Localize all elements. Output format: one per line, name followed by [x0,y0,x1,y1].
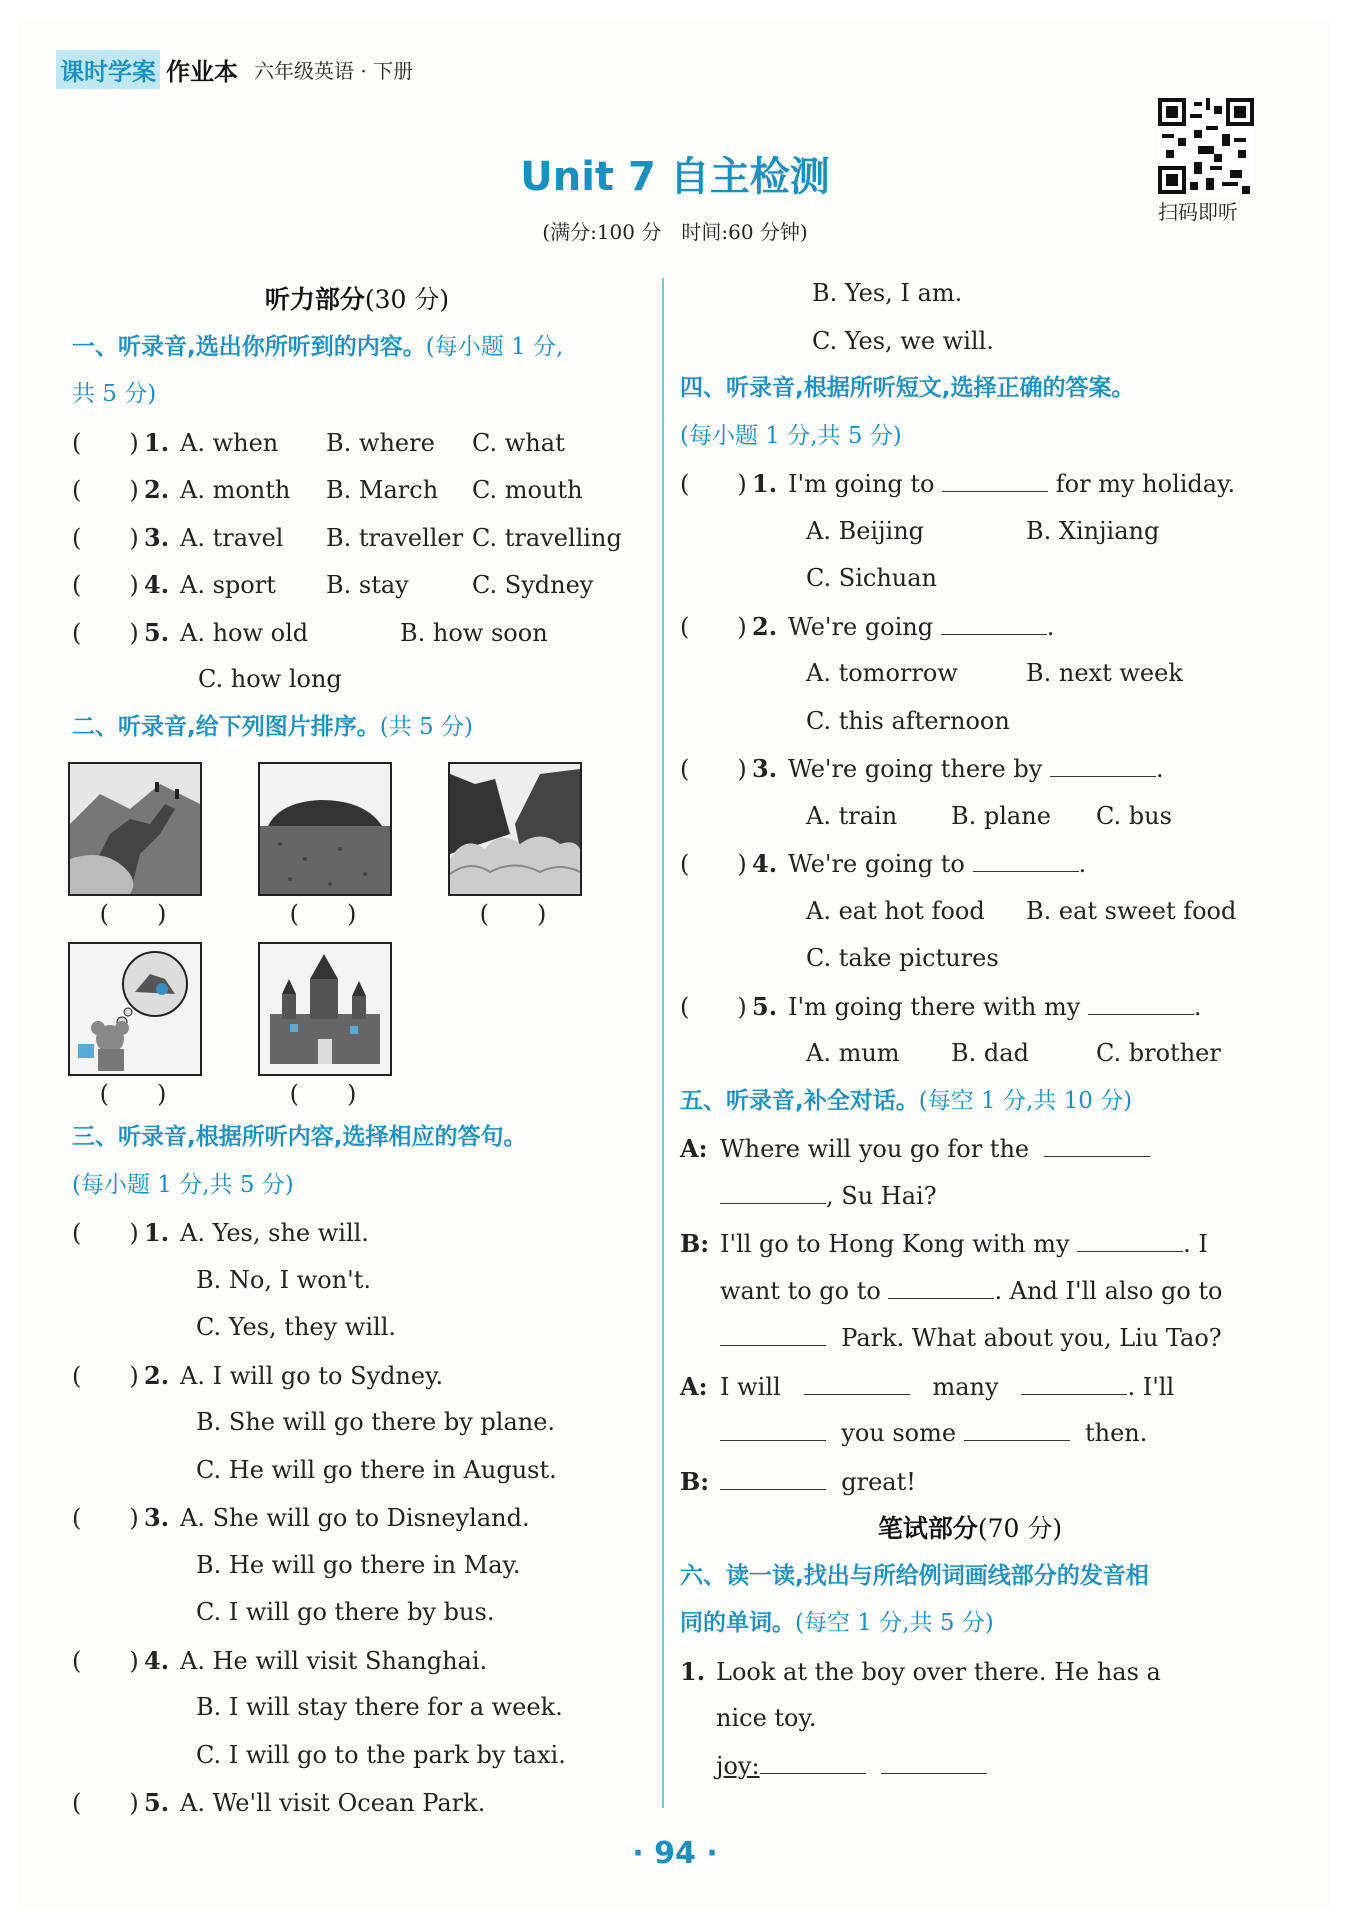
dialog-text: I will [720,1372,781,1401]
section-note: (每小题 1 分,共 5 分) [72,1171,294,1198]
section-3-note [72,1162,642,1210]
answer-blank[interactable] [720,1315,826,1346]
section-note: (每空 1 分,共 5 分) [795,1610,994,1636]
answer-blank[interactable] [1021,1364,1127,1395]
question-row [72,466,642,514]
section-4-title [680,365,1260,413]
dialog-line [680,1125,1260,1173]
question-row-cont [680,1695,1260,1743]
option-b: B. Xinjiang [1026,516,1160,545]
answer-paren[interactable]: ( ) [72,428,139,457]
answer-blank[interactable] [720,1173,826,1204]
dialog-text: then. [1085,1419,1148,1447]
picture-answer-paren[interactable]: ( ) [99,1080,167,1108]
dialog-line [680,1458,1260,1506]
dialog-text: great! [841,1467,916,1496]
right-column [680,270,1260,1790]
option-a: A. I will go to Sydney. [180,1361,444,1390]
koala-thinking-picture [68,942,202,1076]
section-6-title-cont [680,1600,1260,1648]
answer-blank[interactable] [1044,1126,1150,1157]
section-1-note-cont [72,371,642,419]
dialog-line [680,1220,1260,1268]
option-c: C. travelling [472,523,622,552]
answer-line [680,1743,1260,1791]
option-c: C. He will go there in August. [196,1455,557,1484]
answer-blank[interactable] [1050,746,1156,777]
question-row [72,1352,642,1400]
question-row [680,460,1260,508]
question-stem-end: . [1193,992,1202,1021]
left-column [72,276,642,751]
option-a: A. how old [180,618,309,647]
answer-blank[interactable] [973,841,1079,872]
section-1-title [72,324,642,372]
answer-blank[interactable] [888,1268,994,1299]
answer-paren[interactable]: ( ) [72,1219,139,1247]
mountains-picture [448,762,582,896]
speaker-label: A: [680,1371,708,1401]
answer-paren[interactable]: ( ) [680,612,747,641]
question-number: 4. [144,1645,170,1675]
question-row [72,514,642,562]
question-row [72,1779,642,1827]
question-number: 2. [752,611,778,641]
question-number: 1. [680,1656,706,1686]
option-row [680,650,1260,698]
castle-picture [258,942,392,1076]
section-6-title [680,1553,1260,1601]
answer-blank[interactable] [1088,984,1194,1015]
part-label: 听力部分 [264,285,365,314]
option-row [680,555,1260,603]
section-note: (每小题 1 分,共 5 分) [680,422,902,449]
option-a: A. travel [180,523,284,552]
answer-paren[interactable]: ( ) [72,1789,139,1817]
option-row [72,1257,642,1305]
question-row [680,745,1260,793]
option-c: C. this afternoon [806,706,1010,735]
section-note: (每空 1 分,共 10 分) [918,1087,1133,1114]
answer-blank[interactable] [804,1364,910,1395]
option-b: B. He will go there in May. [196,1550,521,1579]
dialog-line [680,1315,1260,1363]
option-row [680,698,1260,746]
question-number: 5. [144,1788,170,1817]
dialog-line [680,1410,1260,1458]
question-row [680,1648,1260,1696]
option-c: C. Yes, we will. [812,326,994,355]
option-row [72,1589,642,1637]
question-number: 2. [144,475,170,504]
question-number: 5. [144,617,170,647]
option-row [72,1684,642,1732]
option-b: B. March [326,476,439,504]
part-points: (30 分) [364,285,450,314]
option-a: A. when [180,428,279,457]
score-time-line: (满分:100 分 时间:60 分钟) [542,220,808,244]
option-row [680,1030,1260,1078]
question-stem-end: . [1155,755,1164,783]
option-c: C. I will go there by bus. [196,1598,495,1626]
section-title: 一、听录音,选出你所听到的内容。 [72,333,426,360]
writing-part-heading [680,1505,1260,1553]
picture-grid [68,762,588,1108]
dialog-line [680,1173,1260,1221]
part-points: (70 分) [977,1514,1063,1543]
question-stem-end: for my holiday. [1055,470,1236,498]
example-word: joy: [716,1751,760,1780]
question-row [680,840,1260,888]
option-row [72,1447,642,1495]
option-b: B. She will go there by plane. [196,1408,556,1436]
answer-blank[interactable] [720,1410,826,1441]
option-a: A. Beijing [806,516,925,545]
section-title: 三、听录音,根据所听内容,选择相应的答句。 [72,1124,527,1150]
section-title: 五、听录音,补全对话。 [680,1087,919,1114]
option-row [72,1304,642,1352]
question-stem-end: . [1078,850,1087,878]
answer-paren[interactable]: ( ) [680,470,747,498]
section-2-title [72,704,642,752]
option-a: A. He will visit Shanghai. [180,1646,488,1675]
dialog-text: I'll go to Hong Kong with my [720,1230,1070,1258]
question-stem-end: . [1046,612,1055,641]
section-3-title [72,1114,642,1162]
listening-part-heading [72,276,642,324]
option-a: A. sport [180,571,276,599]
option-c: C. how long [198,665,342,693]
dialog-text: . And I'll also go to [994,1276,1223,1305]
question-number: 4. [752,849,778,878]
answer-blank[interactable] [760,1743,866,1774]
speaker-label: B: [680,1229,710,1258]
question-row-cont [72,656,642,704]
column-divider [662,278,664,1808]
picture-answer-paren[interactable]: ( ) [99,900,167,928]
question-number: 3. [144,522,170,552]
option-a: A. tomorrow [806,659,958,687]
option-a: A. eat hot food [806,896,985,925]
question-number: 1. [144,1218,170,1247]
question-number: 5. [752,991,778,1021]
book-subtitle: 六年级英语 · 下册 [254,59,414,83]
question-row [72,419,642,467]
option-c: C. I will go to the park by taxi. [196,1740,566,1769]
option-b: B. eat sweet food [1026,896,1237,925]
question-text: nice toy. [716,1704,817,1732]
option-row [72,1732,642,1780]
dialog-text: you some [841,1419,957,1447]
option-b: B. traveller [326,523,464,552]
question-number: 3. [752,754,778,783]
left-column-lower [72,1114,642,1827]
part-label: 笔试部分 [877,1514,978,1543]
option-a: A. Yes, she will. [180,1219,369,1247]
section-note: (每小题 1 分, [425,333,564,360]
option-b: B. dad [951,1039,1029,1067]
option-c: C. what [472,428,565,457]
option-b: B. I will stay there for a week. [196,1693,563,1721]
answer-paren[interactable]: ( ) [680,992,747,1021]
option-c: C. bus [1096,801,1172,830]
question-row [72,1637,642,1685]
option-b: B. next week [1026,659,1183,687]
dialog-text: Where will you go for the [720,1135,1030,1163]
option-b: B. No, I won't. [196,1265,372,1294]
answer-paren[interactable]: ( ) [72,1504,139,1532]
option-row [680,270,1260,318]
answer-paren[interactable]: ( ) [72,1646,139,1675]
dialog-line [680,1363,1260,1411]
option-b: B. plane [951,801,1051,830]
option-row [680,935,1260,983]
option-row [680,318,1260,366]
question-row [680,603,1260,651]
section-title: 二、听录音,给下列图片排序。 [72,713,380,740]
question-number: 2. [144,1360,170,1390]
option-row [680,508,1260,556]
dialog-text: , Su Hai? [826,1181,937,1210]
question-row [72,561,642,609]
dialog-text: . I'll [1127,1372,1175,1401]
option-a: A. We'll visit Ocean Park. [180,1789,486,1817]
question-row [680,983,1260,1031]
answer-blank[interactable] [941,604,1047,635]
question-number: 3. [144,1503,170,1532]
question-stem: We're going [788,612,934,641]
question-number: 1. [144,427,170,457]
uluru-picture [258,762,392,896]
answer-paren[interactable]: ( ) [72,1361,139,1390]
option-a: A. month [180,476,291,504]
header [56,50,413,89]
dialog-text: want to go to [720,1276,881,1305]
option-row [72,1399,642,1447]
page-number: · 94 · [632,1836,718,1871]
section-title: 同的单词。 [680,1610,795,1636]
option-a: A. mum [806,1039,900,1067]
dialog-text: many [932,1372,999,1401]
option-c: C. brother [1096,1039,1221,1067]
brand-label-2: 作业本 [166,58,238,86]
speaker-label: A: [680,1134,708,1163]
question-number: 4. [144,570,170,599]
option-c: C. mouth [472,476,583,504]
section-title: 四、听录音,根据所听短文,选择正确的答案。 [680,375,1135,401]
option-b: B. Yes, I am. [812,279,963,307]
question-number: 1. [752,469,778,498]
option-c: C. take pictures [806,944,999,972]
section-title: 六、读一读,找出与所给例词画线部分的发音相 [680,1562,1149,1589]
question-row [72,609,642,657]
option-b: B. stay [326,571,409,599]
option-b: B. where [326,428,435,457]
option-row [680,793,1260,841]
option-row [680,888,1260,936]
answer-paren[interactable]: ( ) [72,618,139,647]
question-row [72,1494,642,1542]
section-5-title [680,1078,1260,1126]
dialog-text: Park. What about you, Liu Tao? [841,1324,1222,1352]
answer-blank[interactable] [720,1459,826,1490]
qr-code-icon[interactable] [1158,98,1254,194]
answer-paren[interactable]: ( ) [72,523,139,552]
section-4-note [680,413,1260,461]
answer-paren[interactable]: ( ) [680,755,747,783]
option-row [72,1542,642,1590]
picture-answer-paren[interactable]: ( ) [289,900,357,928]
question-stem: I'm going there with my [788,992,1081,1021]
question-stem: We're going to [788,850,965,878]
section-note: (共 5 分) [379,713,473,740]
option-a: A. train [806,801,898,830]
answer-paren[interactable]: ( ) [680,850,747,878]
option-c: C. Sichuan [806,564,938,592]
answer-blank[interactable] [881,1743,987,1774]
option-c: C. Sydney [472,571,594,599]
picture-answer-paren[interactable]: ( ) [479,900,547,928]
answer-paren[interactable]: ( ) [72,571,139,599]
question-stem: We're going there by [788,755,1043,783]
brand-label: 课时学案 [56,50,160,89]
question-text: Look at the boy over there. He has a [716,1657,1161,1686]
dialog-line [680,1268,1260,1316]
option-a: A. She will go to Disneyland. [180,1504,530,1532]
question-stem: I'm going to [788,470,935,498]
dialog-text: . I [1183,1230,1208,1258]
option-b: B. how soon [400,618,548,647]
great-wall-picture [68,762,202,896]
picture-answer-paren[interactable]: ( ) [289,1080,357,1108]
question-row [72,1209,642,1257]
answer-blank[interactable] [1077,1221,1183,1252]
section-note: 共 5 分) [72,381,157,407]
answer-blank[interactable] [964,1410,1070,1441]
qr-label: 扫码即听 [1158,200,1238,224]
option-c: C. Yes, they will. [196,1313,396,1341]
speaker-label: B: [680,1466,710,1496]
answer-paren[interactable]: ( ) [72,476,139,504]
page-title: Unit 7 自主检测 [520,154,830,200]
answer-blank[interactable] [942,461,1048,492]
